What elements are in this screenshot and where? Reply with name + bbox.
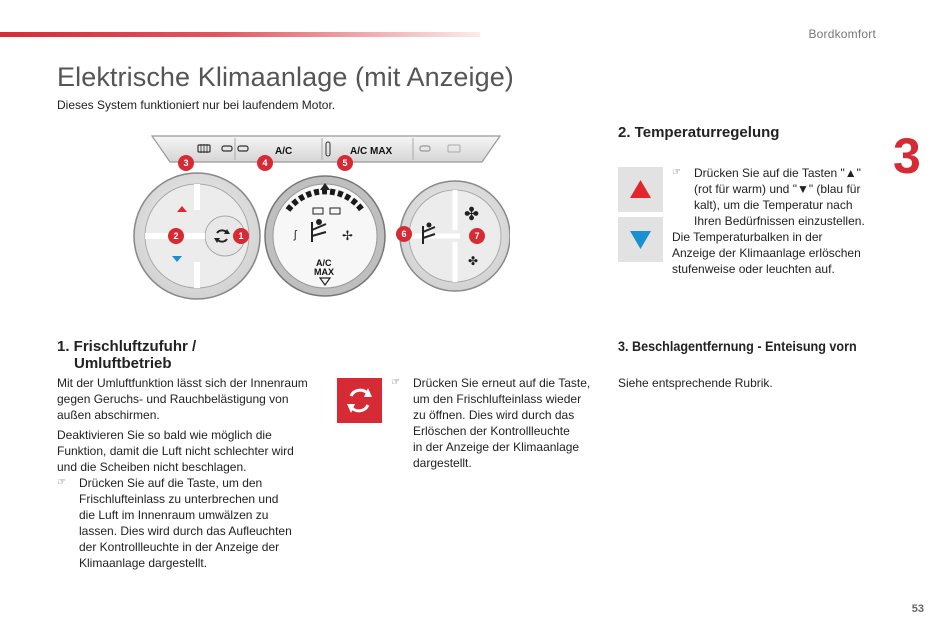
text-line: dargestellt. xyxy=(413,456,472,470)
triangle-up-icon xyxy=(618,167,663,212)
svg-text:3: 3 xyxy=(183,158,189,168)
display-ac-label: A/C xyxy=(316,258,332,268)
fresh-air-paragraph-2 xyxy=(57,427,327,475)
svg-text:2: 2 xyxy=(173,231,179,241)
text-line: außen abschirmen. xyxy=(57,408,160,422)
fresh-air-heading-line1: 1. Frischluftzufuhr / xyxy=(57,338,197,355)
climate-panel-svg xyxy=(130,130,510,310)
callout-3 xyxy=(178,155,194,171)
recirculation-icon xyxy=(337,378,382,423)
fresh-air-bullet-1 xyxy=(57,475,327,571)
text-line: die Luft im Innenraum umwälzen zu xyxy=(79,508,269,522)
pointing-hand-icon: ☞ xyxy=(672,167,681,178)
text-line: Die Temperaturbalken in der xyxy=(672,230,823,244)
pointing-hand-icon: ☞ xyxy=(57,477,66,488)
text-line: und die Scheiben nicht beschlagen. xyxy=(57,460,247,474)
page-title: Elektrische Klimaanlage (mit Anzeige) xyxy=(57,62,514,92)
callout-5 xyxy=(337,155,353,171)
fan-low-icon: ✤ xyxy=(468,254,479,268)
fresh-air-heading xyxy=(57,338,196,372)
callout-1 xyxy=(233,228,249,244)
fresh-air-heading-line2: Umluftbetrieb xyxy=(74,355,172,372)
text-line: Frischlufteinlass zu unterbrechen und xyxy=(79,492,279,506)
svg-text:1: 1 xyxy=(238,231,244,241)
text-line: kalt), um die Temperatur nach xyxy=(694,198,853,212)
text-line: zu öffnen. Dies wird durch das xyxy=(413,408,575,422)
svg-text:ʃ: ʃ xyxy=(294,229,297,241)
text-line: um den Frischlufteinlass wieder xyxy=(413,392,582,406)
text-line: Klimaanlage dargestellt. xyxy=(79,556,208,570)
display-max-label: MAX xyxy=(314,267,334,277)
temperature-bullet xyxy=(672,165,882,229)
temperature-instructions xyxy=(672,165,882,277)
callout-7 xyxy=(469,228,485,244)
temperature-heading: 2. Temperaturregelung xyxy=(618,124,780,141)
header-accent-bar xyxy=(0,32,480,37)
fan-high-icon: ✤ xyxy=(464,204,480,225)
text-line: stufenweise oder leuchten auf. xyxy=(672,262,835,276)
recirculation-icon-box xyxy=(337,378,382,423)
defrost-text: Siehe entsprechende Rubrik. xyxy=(618,376,773,390)
fresh-air-paragraph-1 xyxy=(57,375,327,423)
text-line: gegen Geruchs- und Rauchbelästigung von xyxy=(57,392,289,406)
text-line: Drücken Sie auf die Taste, um den xyxy=(79,476,263,490)
ac-button-label: A/C xyxy=(275,146,293,157)
temp-up-icon-box xyxy=(618,167,663,212)
callout-2 xyxy=(168,228,184,244)
text-line: Deaktivieren Sie so bald wie möglich die xyxy=(57,428,272,442)
ac-max-button-label: A/C MAX xyxy=(350,146,393,157)
chapter-number: 3 xyxy=(893,128,921,184)
svg-text:4: 4 xyxy=(262,158,268,168)
temp-down-icon-box xyxy=(618,217,663,262)
center-display-knob xyxy=(265,176,385,296)
svg-text:6: 6 xyxy=(401,229,407,239)
text-line: Drücken Sie auf die Tasten "▲" xyxy=(694,166,861,180)
svg-text:7: 7 xyxy=(474,231,480,241)
svg-text:✢: ✢ xyxy=(342,228,353,243)
text-line: Ihren Bedürfnissen einzustellen. xyxy=(694,214,865,228)
temperature-note xyxy=(672,229,882,277)
text-line: Drücken Sie erneut auf die Taste, xyxy=(413,376,591,390)
text-line: Anzeige der Klimaanlage erlöschen xyxy=(672,246,861,260)
fresh-air-body xyxy=(57,375,327,571)
callout-4 xyxy=(257,155,273,171)
pointing-hand-icon: ☞ xyxy=(391,377,400,388)
right-fan-knob xyxy=(400,181,510,291)
fresh-air-bullet-2 xyxy=(391,375,611,471)
climate-control-panel-illustration xyxy=(130,130,510,310)
text-line: lassen. Dies wird durch das Aufleuchten xyxy=(79,524,292,538)
triangle-down-icon xyxy=(618,217,663,262)
section-label: Bordkomfort xyxy=(808,27,876,41)
page-number: 53 xyxy=(911,603,924,615)
svg-text:5: 5 xyxy=(342,158,348,168)
defrost-heading: 3. Beschlagentfernung - Enteisung vorn xyxy=(618,338,857,354)
text-line: in der Anzeige der Klimaanlage xyxy=(413,440,580,454)
page-subtitle: Dieses System funktioniert nur bei laufendem Motor. xyxy=(57,98,336,112)
callout-6 xyxy=(396,226,412,242)
text-line: der Kontrollleuchte in der Anzeige der xyxy=(79,540,280,554)
text-line: (rot für warm) und "▼" (blau für xyxy=(694,182,861,196)
fresh-air-bullet-2-container xyxy=(391,375,611,471)
text-line: Funktion, damit die Luft nicht schlechter wird xyxy=(57,444,294,458)
text-line: Mit der Umluftfunktion lässt sich der Innenraum xyxy=(57,376,308,390)
text-line: Erlöschen der Kontrollleuchte xyxy=(413,424,570,438)
